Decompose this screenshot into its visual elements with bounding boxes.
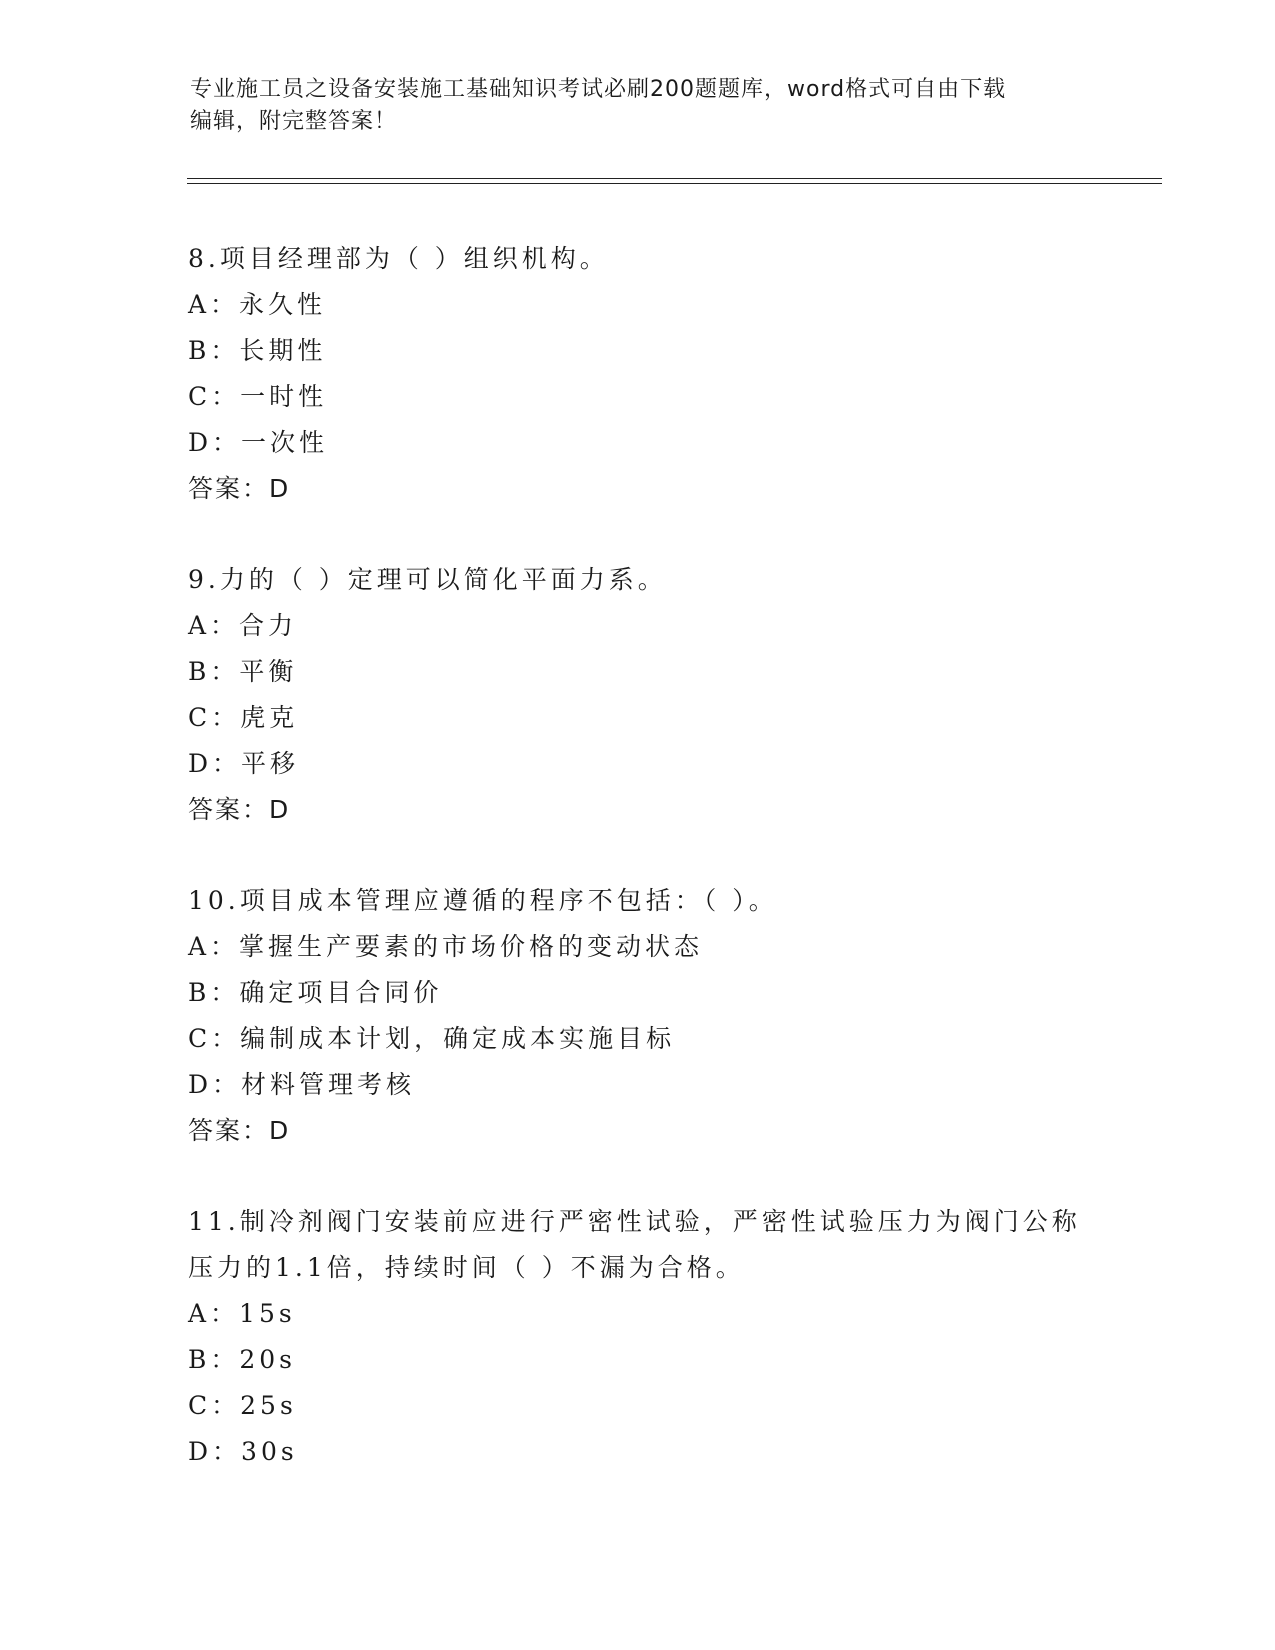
option-a: A：合力	[188, 611, 298, 640]
header-divider-top	[187, 178, 1162, 179]
question-9	[188, 557, 1088, 833]
option-d: D：平移	[188, 749, 300, 778]
option-c: C：编制成本计划，确定成本实施目标	[188, 1024, 676, 1053]
question-stem: 10.项目成本管理应遵循的程序不包括：（ ）。	[188, 886, 778, 915]
answer: 答案：D	[188, 474, 291, 503]
answer: 答案：D	[188, 795, 291, 824]
option-c: C：25s	[188, 1391, 297, 1420]
option-a: A：永久性	[188, 290, 327, 319]
question-stem-line-1: 11.制冷剂阀门安装前应进行严密性试验，严密性试验压力为阀门公称	[188, 1207, 1081, 1236]
option-d: D：30s	[188, 1437, 298, 1466]
option-b: B：长期性	[188, 336, 327, 365]
option-c: C：一时性	[188, 382, 328, 411]
question-11	[188, 1199, 1088, 1475]
question-stem: 8.项目经理部为（ ）组织机构。	[188, 244, 609, 273]
option-b: B：20s	[188, 1345, 297, 1374]
question-8	[188, 236, 1088, 512]
question-stem: 9.力的（ ）定理可以简化平面力系。	[188, 565, 667, 594]
option-c: C：虎克	[188, 703, 299, 732]
question-10	[188, 878, 1088, 1154]
answer: 答案：D	[188, 1116, 291, 1145]
option-a: A：15s	[188, 1299, 296, 1328]
option-d: D：一次性	[188, 428, 329, 457]
question-stem-line-2: 压力的1.1倍，持续时间（ ）不漏为合格。	[188, 1253, 745, 1282]
option-d: D：材料管理考核	[188, 1070, 416, 1099]
document-header	[190, 74, 1090, 138]
option-b: B：平衡	[188, 657, 298, 686]
header-divider-bottom	[187, 183, 1162, 184]
option-a: A：掌握生产要素的市场价格的变动状态	[188, 932, 704, 961]
header-title-line-1: 专业施工员之设备安装施工基础知识考试必刷200题题库，word格式可自由下载	[190, 77, 1007, 102]
header-title-line-2: 编辑，附完整答案！	[190, 109, 398, 134]
option-b: B：确定项目合同价	[188, 978, 443, 1007]
